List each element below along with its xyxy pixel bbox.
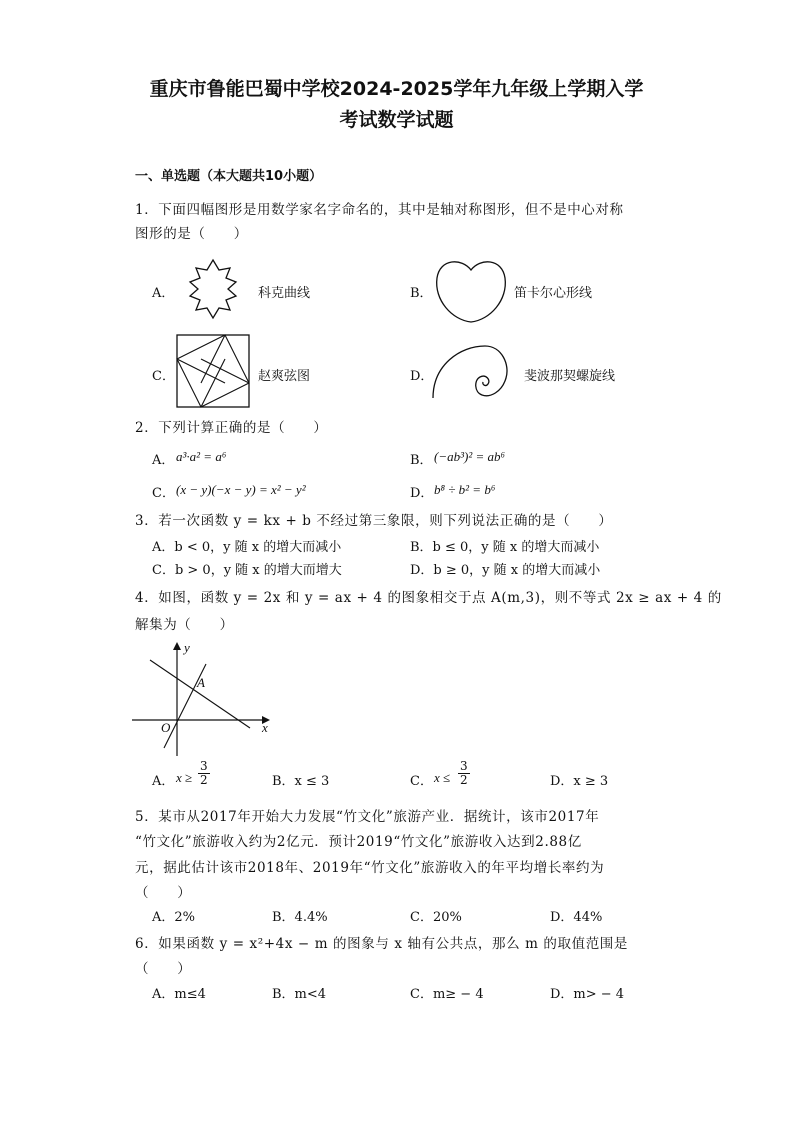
- graph-y-axis-label: y: [184, 640, 190, 655]
- q1-option-b-letter: B．: [410, 286, 433, 301]
- exam-title-line2: 考试数学试题: [339, 109, 454, 131]
- q1-option-c-letter: C．: [152, 369, 175, 384]
- exam-title-line1: 重庆市鲁能巴蜀中学校2024-2025学年九年级上学期入学: [149, 78, 644, 100]
- q5-stem-line1: 5．某市从2017年开始大力发展“竹文化”旅游产业．据统计，该市2017年: [135, 809, 600, 825]
- q6-option-c: C．m≥ − 4: [410, 987, 484, 1002]
- q6-option-b: B．m<4: [272, 987, 327, 1002]
- q4-stem-line2: 解集为（ ）: [135, 617, 234, 633]
- q6-option-a: A．m≤4: [152, 987, 206, 1002]
- q3-option-d: D．b ≥ 0，y 随 x 的增大而减小: [410, 563, 601, 578]
- q1-option-b-label: 笛卡尔心形线: [514, 286, 593, 301]
- q1-option-d-letter: D．: [410, 369, 434, 384]
- q4-function-graph: [132, 640, 272, 758]
- q5-stem-line4: （ ）: [135, 885, 192, 901]
- q1-stem-line1: 1．下面四幅图形是用数学家名字命名的，其中是轴对称图形，但不是中心对称: [135, 202, 624, 218]
- q1-stem-line2: 图形的是（ ）: [135, 226, 248, 242]
- q4-option-c-prefix: x ≤: [434, 770, 451, 785]
- graph-x-axis-label: x: [262, 720, 268, 735]
- section-heading: 一、单选题（本大题共10小题）: [135, 169, 323, 184]
- q4-option-a-letter: A．: [152, 774, 175, 789]
- q4-option-a-numerator: 3: [200, 759, 208, 773]
- fibonacci-spiral-figure: [430, 340, 510, 402]
- q2-option-a-expr: a³·a² = a⁶: [176, 449, 227, 464]
- q5-option-d: D．44%: [550, 910, 603, 925]
- graph-origin-label: O: [161, 720, 171, 735]
- q4-option-a-prefix: x ≥: [176, 770, 193, 785]
- q1-option-d-label: 斐波那契螺旋线: [524, 369, 616, 384]
- q2-stem: 2．下列计算正确的是（ ）: [135, 420, 328, 436]
- q2-option-c-letter: C．: [152, 486, 175, 501]
- q4-option-c-numerator: 3: [460, 759, 468, 773]
- q3-option-a: A．b < 0，y 随 x 的增大而减小: [152, 540, 342, 555]
- q5-option-a: A．2%: [152, 910, 196, 925]
- q2-option-b-letter: B．: [410, 453, 433, 468]
- q4-option-b: B．x ≤ 3: [272, 774, 330, 789]
- q5-stem-line3: 元，据此估计该市2018年、2019年“竹文化”旅游收入的年平均增长率约为: [135, 860, 605, 876]
- q4-option-a-fraction: [198, 760, 210, 786]
- q2-option-a-letter: A．: [152, 453, 175, 468]
- q1-option-a-label: 科克曲线: [258, 286, 311, 301]
- q4-option-c-fraction: [458, 760, 470, 786]
- q1-option-c-label: 赵爽弦图: [258, 369, 311, 384]
- q3-option-c: C．b > 0，y 随 x 的增大而增大: [152, 563, 342, 578]
- graph-point-a-label: A: [197, 675, 205, 690]
- zhao-shuang-diagram-figure: [176, 334, 250, 408]
- q4-option-d: D．x ≥ 3: [550, 774, 609, 789]
- q3-option-b: B．b ≤ 0，y 随 x 的增大而减小: [410, 540, 600, 555]
- q5-option-c: C．20%: [410, 910, 462, 925]
- q2-option-d-expr: b⁸ ÷ b² = b⁶: [434, 482, 496, 497]
- q2-option-b-expr: (−ab³)² = ab⁶: [434, 449, 506, 464]
- q5-stem-line2: “竹文化”旅游收入约为2亿元．预计2019“竹文化”旅游收入达到2.88亿: [135, 834, 582, 850]
- q4-stem-line1: 4．如图，函数 y = 2x 和 y = ax + 4 的图象相交于点 A(m,3)，则不等式 2x ≥ ax + 4 的: [135, 590, 722, 606]
- q2-option-c-expr: (x − y)(−x − y) = x² − y²: [176, 482, 306, 497]
- q3-stem: 3．若一次函数 y = kx + b 不经过第三象限，则下列说法正确的是（ ）: [135, 513, 613, 529]
- q2-option-d-letter: D．: [410, 486, 434, 501]
- q6-stem-line1: 6．如果函数 y = x²+4x − m 的图象与 x 轴有公共点，那么 m 的取值范围是: [135, 936, 629, 952]
- q5-option-b: B．4.4%: [272, 910, 328, 925]
- cardioid-figure: [432, 256, 510, 324]
- q1-option-a-letter: A．: [152, 286, 175, 301]
- koch-snowflake-figure: [174, 250, 252, 328]
- q4-option-c-letter: C．: [410, 774, 433, 789]
- q4-option-a-denominator: 2: [200, 772, 208, 787]
- q6-option-d: D．m> − 4: [550, 987, 625, 1002]
- q4-option-c-denominator: 2: [460, 772, 468, 787]
- q6-stem-line2: （ ）: [135, 961, 192, 977]
